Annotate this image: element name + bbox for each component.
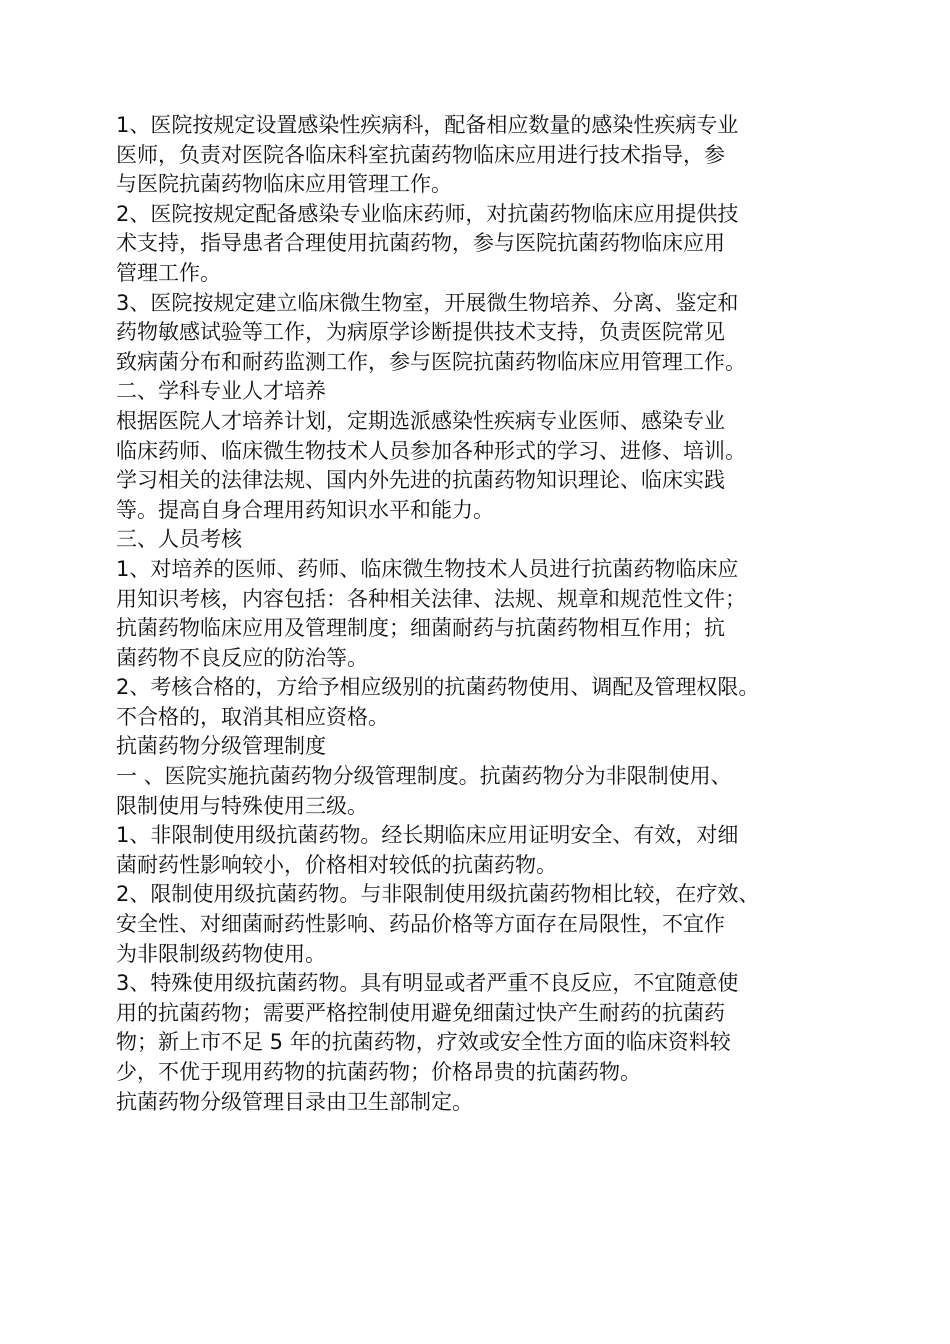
text-line: 安全性、对细菌耐药性影响、药品价格等方面存在局限性，不宜作 (116, 912, 725, 937)
text-line: 医师，负责对医院各临床科室抗菌药物临床应用进行技术指导，参 (116, 142, 725, 167)
text-line: 药物敏感试验等工作，为病原学诊断提供技术支持，负责医院常见 (116, 320, 725, 345)
text-line: 致病菌分布和耐药监测工作，参与医院抗菌药物临床应用管理工作。 (116, 349, 746, 374)
text-line: 等。提高自身合理用药知识水平和能力。 (116, 497, 494, 522)
text-line: 管理工作。 (116, 260, 221, 285)
text-line: 1、非限制使用级抗菌药物。经长期临床应用证明安全、有效，对细 (116, 823, 739, 848)
text-line: 临床药师、临床微生物技术人员参加各种形式的学习、进修、培训。 (116, 438, 746, 463)
text-line: 菌耐药性影响较小，价格相对较低的抗菌药物。 (116, 852, 557, 877)
text-line: 抗菌药物临床应用及管理制度；细菌耐药与抗菌药物相互作用；抗 (116, 616, 725, 641)
text-line: 1、医院按规定设置感染性疾病科，配备相应数量的感染性疾病专业 (116, 113, 739, 137)
text-line: 2、医院按规定配备感染专业临床药师，对抗菌药物临床应用提供技 (116, 201, 739, 226)
text-line: 不合格的，取消其相应资格。 (116, 704, 389, 729)
text-line: 菌药物不良反应的防治等。 (116, 645, 368, 670)
text-line: 根据医院人才培养计划，定期选派感染性疾病专业医师、感染专业 (116, 408, 725, 433)
text-line: 少，不优于现用药物的抗菌药物；价格昂贵的抗菌药物。 (116, 1060, 641, 1084)
text-line: 用知识考核，内容包括：各种相关法律、法规、规章和规范性文件； (116, 586, 746, 611)
text-line: 3、特殊使用级抗菌药物。具有明显或者严重不良反应，不宜随意使 (116, 971, 739, 996)
document-body (116, 111, 856, 1117)
text-line: 一 、医院实施抗菌药物分级管理制度。抗菌药物分为非限制使用、 (116, 764, 732, 789)
text-line: 学习相关的法律法规、国内外先进的抗菌药物知识理论、临床实践 (116, 468, 725, 493)
text-line: 与医院抗菌药物临床应用管理工作。 (116, 172, 452, 197)
section-heading: 二、学科专业人才培养 (116, 379, 326, 404)
text-line: 2、限制使用级抗菌药物。与非限制使用级抗菌药物相比较，在疗效、 (116, 882, 760, 907)
text-line: 限制使用与特殊使用三级。 (116, 793, 368, 818)
section-heading: 三、人员考核 (116, 527, 242, 552)
text-line: 为非限制级药物使用。 (116, 941, 326, 966)
text-line: 2、考核合格的，方给予相应级别的抗菌药物使用、调配及管理权限。 (116, 675, 760, 700)
text-line: 术支持，指导患者合理使用抗菌药物，参与医院抗菌药物临床应用 (116, 231, 725, 256)
section-heading: 抗菌药物分级管理制度 (116, 734, 326, 759)
text-line: 用的抗菌药物；需要严格控制使用避免细菌过快产生耐药的抗菌药 (116, 1000, 725, 1025)
text-line: 1、对培养的医师、药师、临床微生物技术人员进行抗菌药物临床应 (116, 556, 739, 581)
text-line: 物；新上市不足 5 年的抗菌药物，疗效或安全性方面的临床资料较 (116, 1030, 731, 1055)
text-line: 3、医院按规定建立临床微生物室，开展微生物培养、分离、鉴定和 (116, 290, 739, 315)
text-line: 抗菌药物分级管理目录由卫生部制定。 (116, 1089, 473, 1114)
